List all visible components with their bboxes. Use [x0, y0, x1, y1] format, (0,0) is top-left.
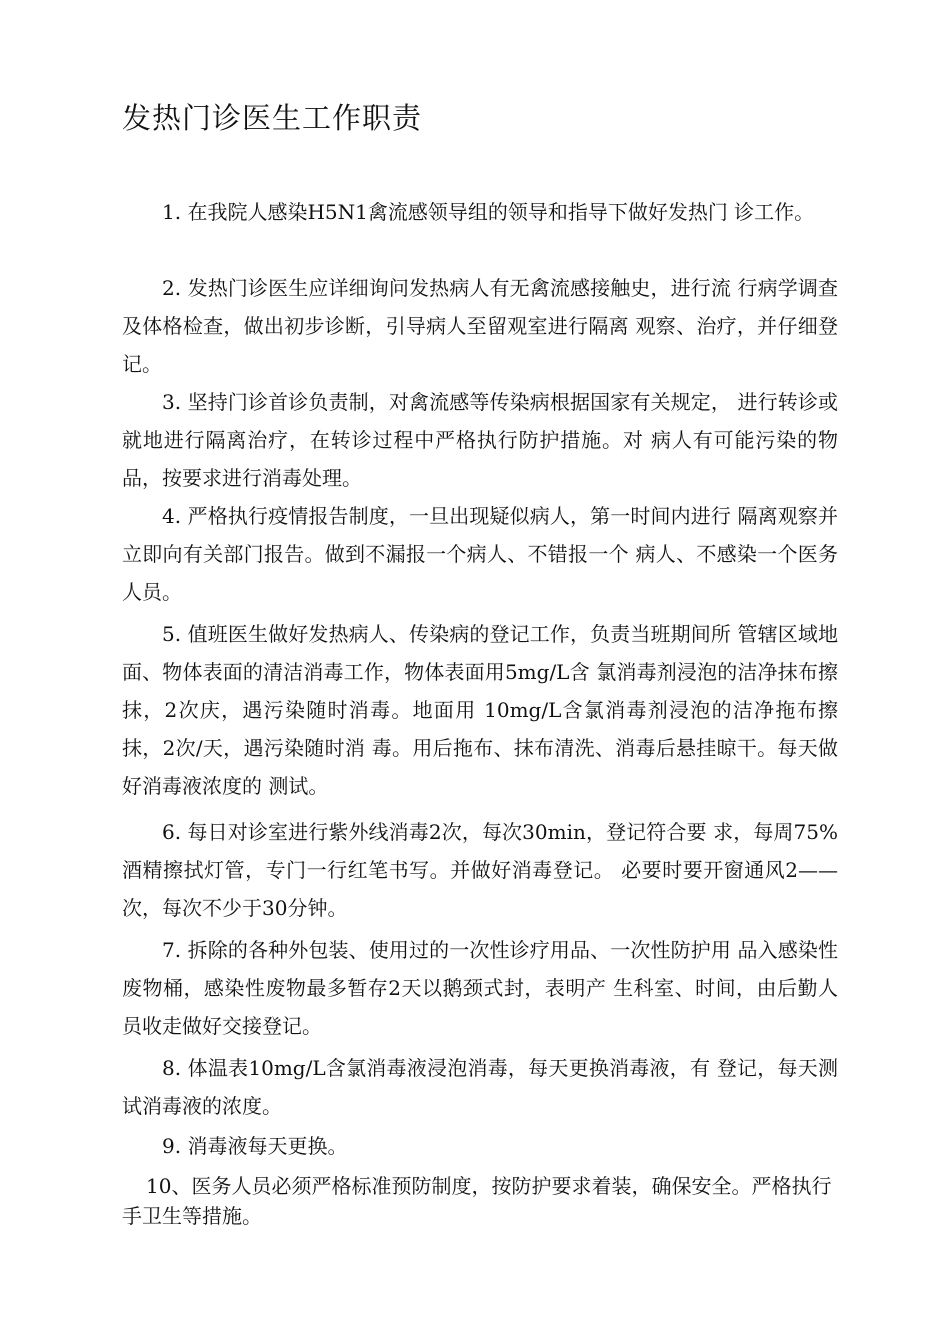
duty-item-4: 4. 严格执行疫情报告制度，一旦出现疑似病人，第一时间内进行 隔离观察并立即向有关部门报告。做到不漏报一个病人、不错报一个 病人、不感染一个医务人员。 — [122, 504, 838, 604]
duty-item-3: 3. 坚持门诊首诊负责制，对禽流感等传染病根据国家有关规定， 进行转诊或就地进行隔离治疗，在转诊过程中严格执行防护措施。对 病人有可能污染的物品，按要求进行消毒处理。 — [122, 390, 838, 490]
duty-item-8: 8. 体温表10mg/L含氯消毒液浸泡消毒，每天更换消毒液，有 登记，每天测试消毒液的浓度。 — [122, 1056, 838, 1118]
duty-item-5: 5. 值班医生做好发热病人、传染病的登记工作，负责当班期间所 管辖区域地面、物体表面的清洁消毒工作，物体表面用5mg/L含 氯消毒剂浸泡的洁净抹布擦抹，2次庆，遇污染随时消毒。地面用 10mg/L含氯消毒剂浸泡的洁净拖布擦抹，2次/天，遇污染随时消 毒。用后拖布、抹布清洗、消毒后悬挂晾干。每天做好消毒液浓度的 测试。 — [122, 622, 838, 798]
page-title: 发热门诊医生工作职责 — [122, 101, 423, 135]
duty-item-1: 1. 在我院人感染H5N1禽流感领导组的领导和指导下做好发热门 诊工作。 — [162, 200, 815, 224]
duty-item-2: 2. 发热门诊医生应详细询问发热病人有无禽流感接触史，进行流 行病学调查及体格检查，做出初步诊断，引导病人至留观室进行隔离 观察、治疗，并仔细登记。 — [122, 276, 838, 376]
duty-item-6: 6. 每日对诊室进行紫外线消毒2次，每次30min，登记符合要 求，每周75%酒精擦拭灯管，专门一行红笔书写。并做好消毒登记。 必要时要开窗通风2——次，每次不少于30分钟。 — [122, 820, 838, 920]
duty-item-9: 9. 消毒液每天更换。 — [162, 1134, 348, 1158]
duty-item-7: 7. 拆除的各种外包装、使用过的一次性诊疗用品、一次性防护用 品入感染性废物桶，感染性废物最多暂存2天以鹅颈式封，表明产 生科室、时间，由后勤人员收走做好交接登记。 — [122, 938, 838, 1038]
duty-item-10: 10、医务人员必须严格标准预防制度，按防护要求着装，确保安全。严格执行手卫生等措施。 — [122, 1174, 832, 1228]
